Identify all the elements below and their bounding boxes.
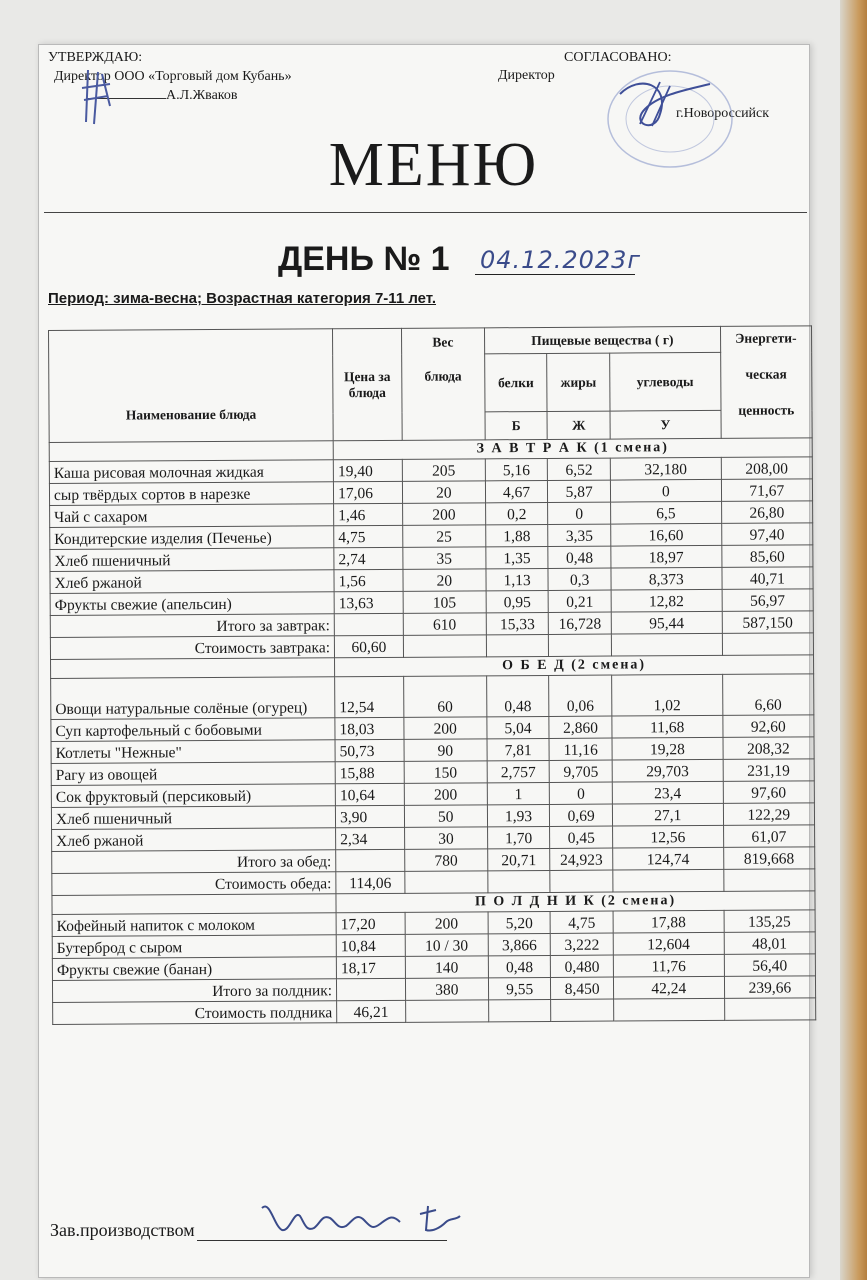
dish-weight: 200	[404, 717, 487, 740]
lunch-total-weight: 780	[404, 849, 487, 872]
lunch-total-label: Итого за обед:	[52, 850, 336, 874]
dish-price: 19,40	[333, 459, 402, 481]
dish-z: 0,480	[551, 955, 614, 977]
dish-e: 208,32	[723, 737, 814, 760]
dish-u: 12,604	[613, 932, 724, 955]
header-energy-3: ценность	[738, 402, 795, 418]
dish-name: Овощи натуральные солёные (огурец)	[51, 677, 335, 720]
dish-name: Хлеб пшеничный	[51, 806, 335, 830]
dish-weight: 150	[404, 761, 487, 784]
dish-e: 26,80	[721, 501, 812, 524]
header-proteins: белки	[484, 353, 547, 411]
dish-price: 1,56	[334, 569, 403, 591]
dish-u: 18,97	[611, 545, 722, 568]
dish-e: 135,25	[724, 910, 815, 933]
dish-price: 2,74	[334, 547, 403, 569]
dish-u: 29,703	[612, 759, 723, 782]
menu-table-body	[49, 438, 816, 1025]
header-nutrients: Пищевые вещества ( г)	[484, 326, 720, 353]
dish-e: 6,60	[722, 674, 814, 716]
dish-b: 1,35	[486, 546, 549, 568]
dish-e: 97,60	[723, 781, 814, 804]
dish-b: 1,13	[486, 568, 549, 590]
dish-price: 50,73	[335, 739, 404, 761]
dish-e: 92,60	[723, 715, 814, 738]
dish-z: 3,222	[551, 933, 614, 955]
dish-z: 0,45	[550, 826, 613, 848]
dish-u: 1,02	[612, 674, 723, 716]
dish-e: 61,07	[723, 825, 814, 848]
agreed-position: Директор	[498, 68, 555, 83]
dish-b: 5,20	[488, 911, 551, 933]
dish-weight: 200	[404, 783, 487, 806]
day-date: 04.12.2023г	[480, 246, 642, 274]
dish-name: Котлеты "Нежные"	[51, 740, 335, 764]
dish-u: 12,82	[611, 589, 722, 612]
dish-price: 1,46	[334, 503, 403, 525]
agreed-city: г.Новороссийск	[676, 106, 770, 121]
dish-u: 6,5	[610, 501, 721, 524]
footer-label: Зав.производством	[50, 1220, 195, 1240]
approve-position: Директор ООО «Торговый дом Кубань»	[54, 69, 292, 84]
dish-weight: 35	[403, 547, 486, 570]
header-energy-1: Энергети-	[735, 330, 797, 346]
header-energy-2: ческая	[745, 366, 787, 382]
dish-b: 5,16	[485, 458, 548, 480]
header-proteins-short: Б	[485, 411, 548, 439]
dish-price: 4,75	[334, 525, 403, 547]
dish-e: 56,97	[722, 589, 813, 612]
dish-z: 9,705	[550, 760, 613, 782]
dish-z: 0,21	[548, 590, 611, 612]
dish-name: Чай с сахаром	[50, 504, 334, 528]
dish-name: Кондитерские изделия (Печенье)	[50, 526, 334, 550]
breakfast-total-weight: 610	[403, 613, 486, 636]
snack-total-u: 42,24	[613, 976, 724, 999]
dish-name: сыр твёрдых сортов в нарезке	[49, 482, 333, 506]
dish-u: 8,373	[611, 567, 722, 590]
day-date-line	[475, 274, 635, 275]
dish-price: 15,88	[335, 761, 404, 783]
dish-weight: 200	[402, 503, 485, 526]
dish-price: 3,90	[335, 805, 404, 827]
dish-weight: 140	[405, 956, 488, 979]
dish-price: 2,34	[336, 827, 405, 849]
dish-z: 0	[548, 502, 611, 524]
dish-b: 4,67	[485, 480, 548, 502]
dish-e: 231,19	[723, 759, 814, 782]
header-carbs-short: У	[610, 410, 721, 439]
day-label: ДЕНЬ № 1	[278, 240, 450, 278]
dish-name: Хлеб пшеничный	[50, 548, 334, 572]
page-title: МЕНЮ	[328, 131, 539, 199]
header-fats: жиры	[547, 353, 610, 411]
dish-b: 0,2	[485, 502, 548, 524]
dish-name: Каша рисовая молочная жидкая	[49, 460, 333, 484]
lunch-total-u: 124,74	[613, 847, 724, 870]
snack-total-b: 9,55	[488, 977, 551, 999]
footer-sign-line	[197, 1224, 447, 1241]
dish-weight: 25	[402, 525, 485, 548]
dish-b: 1,88	[486, 524, 549, 546]
lunch-total-z: 24,923	[550, 848, 613, 870]
dish-b: 0,48	[488, 955, 551, 977]
dish-u: 12,56	[612, 825, 723, 848]
dish-b: 0,95	[486, 590, 549, 612]
dish-weight: 50	[404, 805, 487, 828]
dish-z: 0,06	[549, 675, 612, 716]
dish-name: Кофейный напиток с молоком	[52, 913, 336, 937]
breakfast-total-e: 587,150	[722, 611, 813, 634]
dish-e: 40,71	[722, 567, 813, 590]
dish-z: 0,3	[548, 568, 611, 590]
dish-u: 11,76	[613, 954, 724, 977]
dish-price: 17,20	[336, 912, 405, 934]
dish-name: Бутерброд с сыром	[52, 935, 336, 959]
snack-total-label: Итого за полдник:	[52, 979, 336, 1003]
dish-z: 0,69	[550, 804, 613, 826]
breakfast-total-label: Итого за завтрак:	[50, 614, 334, 638]
dish-weight: 10 / 30	[405, 934, 488, 957]
dish-u: 19,28	[612, 737, 723, 760]
dish-z: 3,35	[548, 524, 611, 546]
dish-weight: 205	[402, 459, 485, 482]
header-fats-short: Ж	[547, 411, 610, 439]
dish-e: 122,29	[723, 803, 814, 826]
lunch-cost: 114,06	[336, 871, 405, 893]
dish-u: 17,88	[613, 910, 724, 933]
dish-weight: 105	[403, 591, 486, 614]
dish-z: 5,87	[548, 480, 611, 502]
dish-weight: 20	[403, 569, 486, 592]
dish-u: 0	[610, 479, 721, 502]
breakfast-total-z: 16,728	[549, 612, 612, 634]
dish-price: 18,03	[335, 717, 404, 739]
dish-price: 18,17	[336, 956, 405, 978]
snack-cost-label: Стоимость полдника	[53, 1001, 337, 1025]
approve-heading: УТВЕРЖДАЮ:	[48, 50, 143, 65]
dish-u: 11,68	[612, 715, 723, 738]
header-weight-bottom: блюда	[424, 368, 462, 384]
dish-b: 1,93	[487, 804, 550, 826]
dish-e: 48,01	[724, 932, 815, 955]
header-name: Наименование блюда	[49, 329, 334, 443]
dish-name: Фрукты свежие (апельсин)	[50, 592, 334, 616]
snack-total-weight: 380	[405, 978, 488, 1001]
dish-z: 2,860	[549, 716, 612, 738]
dish-e: 71,67	[721, 479, 812, 502]
snack-total-e: 239,66	[724, 976, 815, 999]
snack-cost-row	[53, 998, 816, 1025]
dish-b: 1	[487, 782, 550, 804]
dish-u: 23,4	[612, 781, 723, 804]
dish-e: 97,40	[721, 523, 812, 546]
dish-price: 17,06	[333, 481, 402, 503]
lunch-total-b: 20,71	[488, 848, 551, 870]
dish-u: 16,60	[611, 523, 722, 546]
dish-price: 10,64	[335, 783, 404, 805]
dish-b: 1,70	[487, 826, 550, 848]
dish-b: 2,757	[487, 760, 550, 782]
dish-name: Сок фруктовый (персиковый)	[51, 784, 335, 808]
lunch-cost-label: Стоимость обеда:	[52, 872, 336, 896]
dish-z: 6,52	[548, 458, 611, 480]
dish-e: 208,00	[721, 457, 812, 480]
dish-u: 27,1	[612, 803, 723, 826]
breakfast-total-b: 15,33	[486, 612, 549, 634]
dish-b: 7,81	[487, 738, 550, 760]
dish-weight: 90	[404, 739, 487, 762]
header-price: Цена за блюда	[333, 328, 402, 440]
approve-signature-icon	[80, 66, 120, 126]
dish-price: 12,54	[335, 676, 404, 717]
breakfast-cost-label: Стоимость завтрака:	[50, 636, 334, 660]
period-text: Период: зима-весна; Возрастная категория 7-11 лет.	[48, 290, 437, 307]
dish-name: Суп картофельный с бобовыми	[51, 718, 335, 742]
dish-name: Хлеб ржаной	[50, 570, 334, 594]
dish-weight: 30	[404, 827, 487, 850]
snack-total-z: 8,450	[551, 977, 614, 999]
breakfast-total-u: 95,44	[611, 611, 722, 634]
dish-b: 0,48	[486, 675, 549, 716]
dish-z: 11,16	[549, 738, 612, 760]
dish-e: 56,40	[724, 954, 815, 977]
header-carbs: углеводы	[610, 352, 721, 411]
dish-price: 13,63	[334, 591, 403, 613]
dish-e: 85,60	[722, 545, 813, 568]
dish-name: Хлеб ржаной	[52, 828, 336, 852]
dish-z: 0	[550, 782, 613, 804]
dish-b: 5,04	[487, 716, 550, 738]
dish-price: 10,84	[336, 934, 405, 956]
dish-weight: 60	[403, 676, 486, 718]
lunch-total-e: 819,668	[723, 847, 814, 870]
snack-cost: 46,21	[337, 1000, 406, 1022]
dish-weight: 200	[405, 912, 488, 935]
menu-table	[48, 325, 816, 1025]
dish-z: 0,48	[548, 546, 611, 568]
dish-u: 32,180	[610, 457, 721, 480]
lunch-section-title: О Б Е Д (2 смена)	[335, 655, 814, 677]
agreed-heading: СОГЛАСОВАНО:	[564, 50, 672, 65]
breakfast-section-title: З А В Т Р А К (1 смена)	[333, 438, 812, 460]
dish-weight: 20	[402, 481, 485, 504]
header-weight-top: Вес	[432, 334, 454, 350]
table-row	[51, 674, 814, 720]
approve-name: А.Л.Жваков	[166, 88, 238, 103]
dish-z: 4,75	[550, 911, 613, 933]
footer	[50, 1220, 447, 1241]
dish-name: Рагу из овощей	[51, 762, 335, 786]
dish-b: 3,866	[488, 933, 551, 955]
dish-name: Фрукты свежие (банан)	[52, 957, 336, 981]
breakfast-cost: 60,60	[334, 635, 403, 657]
title-divider	[44, 212, 807, 213]
snack-section-title: П О Л Д Н И К (2 смена)	[336, 891, 815, 913]
